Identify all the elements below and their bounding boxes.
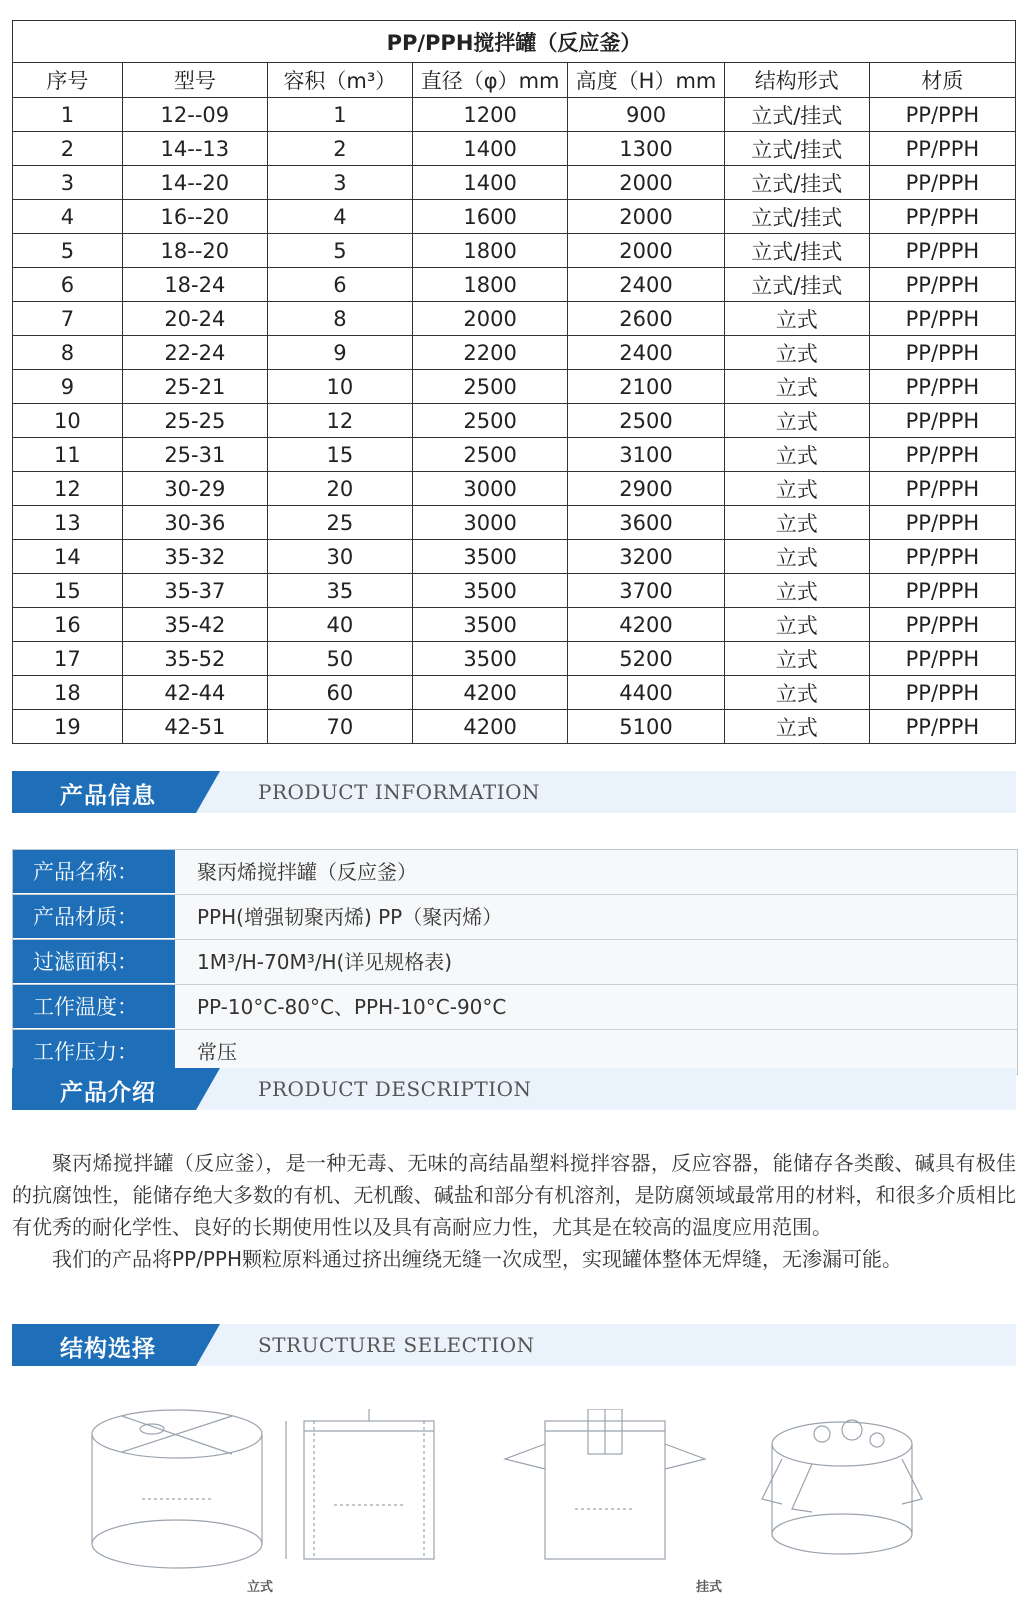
column-header: 高度（H）mm xyxy=(568,63,724,98)
table-cell: 2500 xyxy=(568,404,724,438)
table-cell: 1200 xyxy=(412,98,567,132)
info-row xyxy=(13,850,1017,895)
vertical-tank-drawing-1 xyxy=(82,1404,272,1569)
table-cell: 10 xyxy=(13,404,123,438)
table-cell: 4 xyxy=(267,200,412,234)
table-row xyxy=(13,540,1016,574)
table-cell: 2 xyxy=(13,132,123,166)
table-cell: PP/PPH xyxy=(869,710,1015,744)
table-cell: 18-24 xyxy=(122,268,267,302)
table-cell: 42-44 xyxy=(122,676,267,710)
table-cell: 3 xyxy=(13,166,123,200)
table-cell: 3500 xyxy=(412,540,567,574)
table-cell: 14 xyxy=(13,540,123,574)
table-cell: 立式 xyxy=(724,472,869,506)
table-cell: 立式 xyxy=(724,506,869,540)
table-cell: 2500 xyxy=(412,370,567,404)
table-cell: PP/PPH xyxy=(869,200,1015,234)
table-cell: 4200 xyxy=(412,710,567,744)
table-cell: 2000 xyxy=(412,302,567,336)
table-cell: 1400 xyxy=(412,166,567,200)
table-row xyxy=(13,200,1016,234)
table-cell: 25 xyxy=(267,506,412,540)
table-cell: 10 xyxy=(267,370,412,404)
info-label: 工作压力： xyxy=(13,1030,175,1074)
product-info-table xyxy=(12,849,1018,1075)
table-cell: 12--09 xyxy=(122,98,267,132)
table-cell: 3500 xyxy=(412,608,567,642)
info-row xyxy=(13,895,1017,940)
table-cell: 35-52 xyxy=(122,642,267,676)
table-cell: 1400 xyxy=(412,132,567,166)
table-cell: 2200 xyxy=(412,336,567,370)
table-row xyxy=(13,234,1016,268)
caption-vertical: 立式 xyxy=(247,1580,274,1595)
table-row xyxy=(13,710,1016,744)
table-row xyxy=(13,336,1016,370)
section-title-cn: 产品介绍 xyxy=(60,1080,156,1106)
table-row xyxy=(13,676,1016,710)
table-cell: 立式 xyxy=(724,370,869,404)
table-cell: 14--13 xyxy=(122,132,267,166)
table-row xyxy=(13,404,1016,438)
table-cell: PP/PPH xyxy=(869,234,1015,268)
table-cell: 1800 xyxy=(412,268,567,302)
table-row xyxy=(13,268,1016,302)
info-value: PPH(增强韧聚丙烯) PP（聚丙烯） xyxy=(175,895,1017,939)
table-cell: 3500 xyxy=(412,574,567,608)
section-title-cn: 结构选择 xyxy=(60,1336,156,1362)
table-cell: 立式 xyxy=(724,642,869,676)
section-header-info xyxy=(12,771,1016,813)
info-value: 常压 xyxy=(175,1030,1017,1074)
table-cell: 35 xyxy=(267,574,412,608)
table-cell: 14--20 xyxy=(122,166,267,200)
table-cell: 2400 xyxy=(568,268,724,302)
table-cell: 900 xyxy=(568,98,724,132)
table-cell: 25-25 xyxy=(122,404,267,438)
table-cell: 5 xyxy=(267,234,412,268)
table-row xyxy=(13,642,1016,676)
table-cell: 5100 xyxy=(568,710,724,744)
section-title-en: PRODUCT DESCRIPTION xyxy=(258,1077,532,1101)
table-cell: 3000 xyxy=(412,472,567,506)
info-value: 聚丙烯搅拌罐（反应釜） xyxy=(175,850,1017,894)
table-cell: 35-37 xyxy=(122,574,267,608)
caption-hanging: 挂式 xyxy=(696,1580,723,1595)
product-description xyxy=(12,1147,1016,1275)
table-cell: 立式/挂式 xyxy=(724,200,869,234)
table-cell: 立式 xyxy=(724,676,869,710)
table-cell: 1800 xyxy=(412,234,567,268)
table-cell: PP/PPH xyxy=(869,676,1015,710)
table-cell: 立式 xyxy=(724,540,869,574)
structure-drawings xyxy=(12,1404,1016,1594)
table-row xyxy=(13,370,1016,404)
table-cell: PP/PPH xyxy=(869,540,1015,574)
info-label: 过滤面积： xyxy=(13,940,175,984)
column-header: 材质 xyxy=(869,63,1015,98)
table-cell: 3 xyxy=(267,166,412,200)
table-row xyxy=(13,98,1016,132)
table-cell: 12 xyxy=(267,404,412,438)
info-label: 工作温度： xyxy=(13,985,175,1029)
table-cell: 立式 xyxy=(724,438,869,472)
column-header: 序号 xyxy=(13,63,123,98)
section-header-structure xyxy=(12,1324,1016,1366)
table-cell: 2400 xyxy=(568,336,724,370)
section-header-description xyxy=(12,1068,1016,1110)
table-cell: 2000 xyxy=(568,166,724,200)
info-value: 1M³/H-70M³/H(详见规格表) xyxy=(175,940,1017,984)
table-cell: 3000 xyxy=(412,506,567,540)
table-cell: 2000 xyxy=(568,234,724,268)
table-cell: 17 xyxy=(13,642,123,676)
column-header: 型号 xyxy=(122,63,267,98)
table-cell: 30-36 xyxy=(122,506,267,540)
table-row xyxy=(13,166,1016,200)
table-cell: 3500 xyxy=(412,642,567,676)
table-cell: 4200 xyxy=(412,676,567,710)
table-cell: 70 xyxy=(267,710,412,744)
info-label: 产品材质： xyxy=(13,895,175,939)
table-cell: 3200 xyxy=(568,540,724,574)
table-cell: 4400 xyxy=(568,676,724,710)
table-row xyxy=(13,302,1016,336)
table-cell: 6 xyxy=(13,268,123,302)
table-cell: 4 xyxy=(13,200,123,234)
section-title-en: PRODUCT INFORMATION xyxy=(258,780,540,804)
table-cell: 12 xyxy=(13,472,123,506)
description-paragraph: 我们的产品将PP/PPH颗粒原料通过挤出缠绕无缝一次成型，实现罐体整体无焊缝，无渗漏可能。 xyxy=(52,1247,903,1271)
column-header: 直径（φ）mm xyxy=(412,63,567,98)
table-cell: 立式 xyxy=(724,710,869,744)
info-label: 产品名称： xyxy=(13,850,175,894)
table-cell: 1 xyxy=(13,98,123,132)
table-cell: 60 xyxy=(267,676,412,710)
section-title-cn: 产品信息 xyxy=(60,783,156,809)
table-cell: 2100 xyxy=(568,370,724,404)
table-cell: 50 xyxy=(267,642,412,676)
table-cell: 2600 xyxy=(568,302,724,336)
table-cell: 3100 xyxy=(568,438,724,472)
info-value: PP-10°C-80°C、PPH-10°C-90°C xyxy=(175,985,1017,1029)
table-cell: 立式/挂式 xyxy=(724,98,869,132)
table-cell: 立式 xyxy=(724,574,869,608)
table-row xyxy=(13,472,1016,506)
column-header: 结构形式 xyxy=(724,63,869,98)
table-cell: 35-42 xyxy=(122,608,267,642)
table-cell: 1600 xyxy=(412,200,567,234)
table-row xyxy=(13,608,1016,642)
table-row xyxy=(13,438,1016,472)
table-cell: 3600 xyxy=(568,506,724,540)
spec-table xyxy=(12,20,1016,744)
table-cell: 42-51 xyxy=(122,710,267,744)
table-cell: PP/PPH xyxy=(869,506,1015,540)
table-cell: 20-24 xyxy=(122,302,267,336)
table-cell: 2900 xyxy=(568,472,724,506)
table-cell: 3700 xyxy=(568,574,724,608)
table-cell: PP/PPH xyxy=(869,472,1015,506)
table-cell: 1300 xyxy=(568,132,724,166)
table-cell: PP/PPH xyxy=(869,98,1015,132)
table-cell: 16 xyxy=(13,608,123,642)
hanging-tank-drawing-2 xyxy=(752,1404,932,1569)
table-cell: 9 xyxy=(267,336,412,370)
table-cell: 13 xyxy=(13,506,123,540)
table-cell: 19 xyxy=(13,710,123,744)
table-title: PP/PPH搅拌罐（反应釜） xyxy=(13,21,1016,63)
table-cell: 4200 xyxy=(568,608,724,642)
table-cell: 立式/挂式 xyxy=(724,268,869,302)
column-header: 容积（m³） xyxy=(267,63,412,98)
table-cell: 立式/挂式 xyxy=(724,166,869,200)
hanging-tank-drawing-1 xyxy=(500,1409,710,1569)
info-row xyxy=(13,940,1017,985)
table-cell: 25-21 xyxy=(122,370,267,404)
table-cell: 2 xyxy=(267,132,412,166)
table-cell: PP/PPH xyxy=(869,166,1015,200)
table-row xyxy=(13,574,1016,608)
table-cell: 20 xyxy=(267,472,412,506)
table-cell: 35-32 xyxy=(122,540,267,574)
table-cell: 立式 xyxy=(724,336,869,370)
table-cell: 立式/挂式 xyxy=(724,234,869,268)
table-cell: PP/PPH xyxy=(869,132,1015,166)
table-cell: PP/PPH xyxy=(869,642,1015,676)
table-cell: 40 xyxy=(267,608,412,642)
table-cell: 立式 xyxy=(724,608,869,642)
table-cell: PP/PPH xyxy=(869,370,1015,404)
table-cell: PP/PPH xyxy=(869,438,1015,472)
table-cell: PP/PPH xyxy=(869,574,1015,608)
table-cell: PP/PPH xyxy=(869,404,1015,438)
vertical-tank-drawing-2 xyxy=(274,1409,464,1569)
table-cell: 8 xyxy=(13,336,123,370)
table-header-row xyxy=(13,63,1016,98)
table-cell: 11 xyxy=(13,438,123,472)
table-cell: 18 xyxy=(13,676,123,710)
table-cell: 15 xyxy=(267,438,412,472)
table-cell: 立式 xyxy=(724,404,869,438)
table-row xyxy=(13,506,1016,540)
table-cell: 6 xyxy=(267,268,412,302)
section-title-en: STRUCTURE SELECTION xyxy=(258,1333,535,1357)
table-cell: 30 xyxy=(267,540,412,574)
info-row xyxy=(13,985,1017,1030)
table-cell: 30-29 xyxy=(122,472,267,506)
table-cell: 立式/挂式 xyxy=(724,132,869,166)
table-cell: 15 xyxy=(13,574,123,608)
table-cell: 7 xyxy=(13,302,123,336)
table-cell: 5 xyxy=(13,234,123,268)
table-cell: PP/PPH xyxy=(869,336,1015,370)
table-cell: PP/PPH xyxy=(869,608,1015,642)
table-cell: 5200 xyxy=(568,642,724,676)
table-cell: PP/PPH xyxy=(869,268,1015,302)
table-body xyxy=(13,98,1016,744)
table-cell: 立式 xyxy=(724,302,869,336)
table-cell: PP/PPH xyxy=(869,302,1015,336)
table-cell: 2000 xyxy=(568,200,724,234)
table-cell: 25-31 xyxy=(122,438,267,472)
table-cell: 22-24 xyxy=(122,336,267,370)
table-cell: 18--20 xyxy=(122,234,267,268)
table-cell: 2500 xyxy=(412,404,567,438)
table-cell: 16--20 xyxy=(122,200,267,234)
table-cell: 2500 xyxy=(412,438,567,472)
table-row xyxy=(13,132,1016,166)
table-cell: 1 xyxy=(267,98,412,132)
table-cell: 9 xyxy=(13,370,123,404)
description-paragraph: 聚丙烯搅拌罐（反应釜），是一种无毒、无味的高结晶塑料搅拌容器，反应容器，能储存各类酸、碱具有极佳的抗腐蚀性，能储存绝大多数的有机、无机酸、碱盐和部分有机溶剂，是防腐领域最常用的材料，和很多介质相比有优秀的耐化学性、良好的长期使用性以及具有高耐应力性，尤其是在较高的温度应用范围。 xyxy=(12,1151,1016,1239)
table-cell: 8 xyxy=(267,302,412,336)
